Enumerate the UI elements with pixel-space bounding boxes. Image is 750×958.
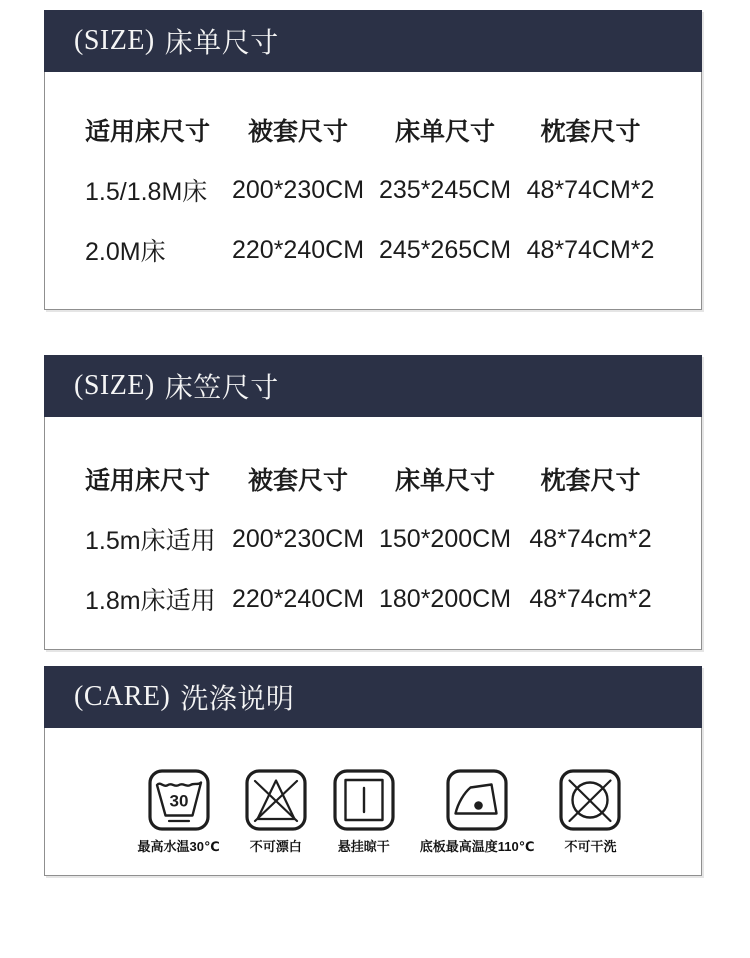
iron-max-temp-110-icon [445, 768, 509, 832]
sheet-size-header-prefix: (SIZE) [74, 25, 155, 56]
fitted-sheet-size-table [45, 417, 701, 627]
sheet-size-section [44, 10, 702, 310]
column-header-duvet-size: 被套尺寸 [247, 467, 348, 495]
care-icon-row [45, 728, 701, 855]
care-label-wash: 最高水温30℃ [137, 839, 220, 854]
care-item-iron [420, 768, 535, 855]
table-cell-bed: 1.8m床适用 [85, 587, 216, 615]
wash-max-temp-30-icon [147, 768, 211, 832]
column-header-sheet-size: 床单尺寸 [394, 467, 495, 495]
care-instructions-section [44, 666, 702, 876]
column-header-pillow-size: 枕套尺寸 [540, 467, 641, 495]
table-cell-pillow: 48*74CM*2 [526, 235, 655, 264]
fitted-sheet-header-title: 床笠尺寸 [164, 373, 279, 404]
care-item-no-dry-clean [558, 768, 622, 855]
care-item-no-bleach [244, 768, 308, 855]
fitted-sheet-size-section [44, 355, 702, 650]
table-cell-sheet: 235*245CM [378, 175, 512, 204]
table-cell-duvet: 220*240CM [231, 235, 365, 264]
sheet-size-header-title: 床单尺寸 [164, 28, 279, 59]
care-label-no-bleach: 不可漂白 [249, 839, 302, 854]
care-label-iron: 底板最高温度110℃ [419, 839, 535, 854]
care-label-no-dry-clean: 不可干洗 [564, 839, 617, 854]
table-cell-pillow: 48*74cm*2 [529, 524, 652, 553]
table-cell-bed: 1.5/1.8M床 [85, 178, 208, 206]
care-header-title: 洗涤说明 [180, 684, 295, 715]
wash-temp-value: 30 [169, 791, 189, 811]
hang-dry-icon [332, 768, 396, 832]
table-cell-sheet: 180*200CM [378, 584, 512, 613]
care-instructions-header [44, 666, 702, 728]
care-label-hang-dry: 悬挂晾干 [337, 839, 390, 854]
no-bleach-icon [244, 768, 308, 832]
table-cell-pillow: 48*74cm*2 [529, 584, 652, 613]
column-header-sheet-size: 床单尺寸 [394, 118, 495, 146]
fitted-sheet-size-header [44, 355, 702, 417]
fitted-sheet-header-prefix: (SIZE) [74, 370, 155, 401]
column-header-duvet-size: 被套尺寸 [247, 118, 348, 146]
table-cell-sheet: 245*265CM [378, 235, 512, 264]
care-item-wash [138, 768, 220, 855]
care-item-hang-dry [332, 768, 396, 855]
no-dry-clean-icon [558, 768, 622, 832]
table-cell-duvet: 220*240CM [231, 584, 365, 613]
sheet-size-table [45, 72, 701, 278]
column-header-bed-size: 适用床尺寸 [85, 118, 211, 146]
care-header-prefix: (CARE) [74, 681, 171, 712]
column-header-bed-size: 适用床尺寸 [85, 467, 211, 495]
sheet-size-header [44, 10, 702, 72]
table-cell-duvet: 200*230CM [231, 524, 365, 553]
table-cell-duvet: 200*230CM [231, 175, 365, 204]
table-cell-pillow: 48*74CM*2 [526, 175, 655, 204]
table-cell-sheet: 150*200CM [378, 524, 512, 553]
column-header-pillow-size: 枕套尺寸 [540, 118, 641, 146]
table-cell-bed: 2.0M床 [85, 238, 166, 266]
table-cell-bed: 1.5m床适用 [85, 527, 216, 555]
